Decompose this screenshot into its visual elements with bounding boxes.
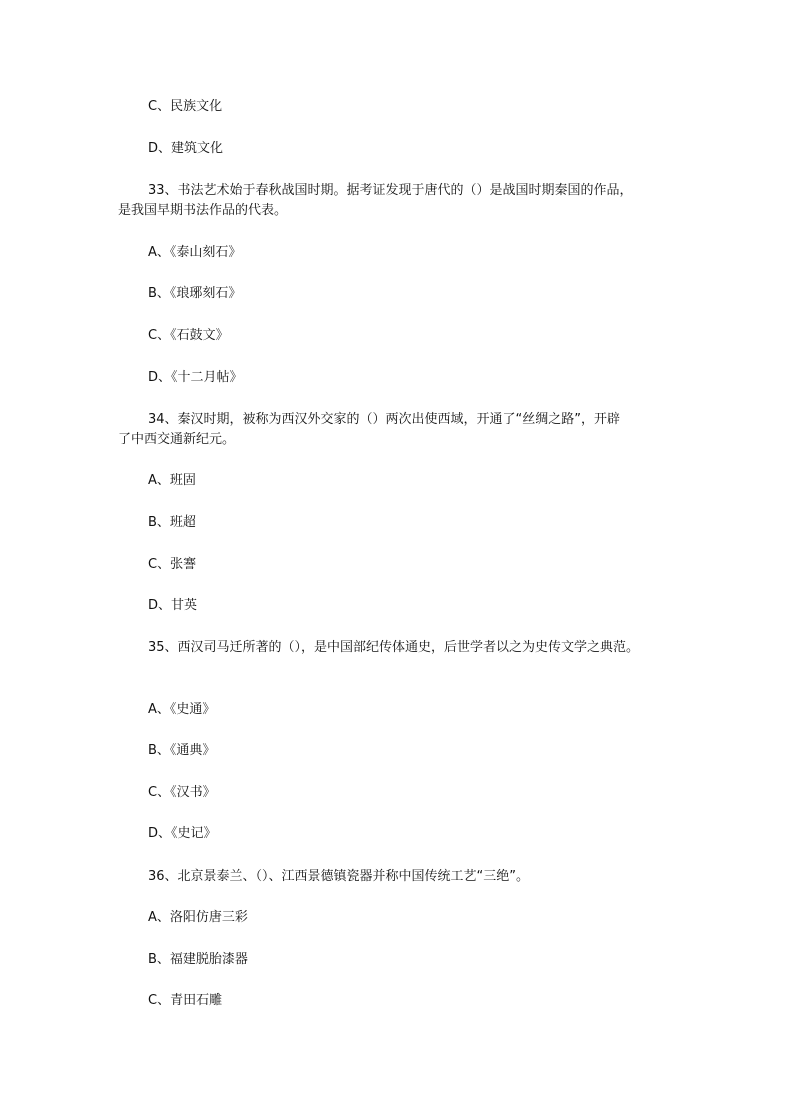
question-33-cont: 是我国早期书法作品的代表。 (118, 203, 288, 218)
option: D、《十二月帖》 (148, 370, 243, 385)
option: A、班固 (148, 473, 196, 488)
option: B、福建脱胎漆器 (148, 952, 248, 967)
question-34-cont: 了中西交通新纪元。 (118, 432, 236, 447)
option: C、张謇 (148, 557, 197, 572)
option: C、《汉书》 (148, 785, 216, 800)
option: A、洛阳仿唐三彩 (148, 910, 248, 925)
question-36: 36、北京景泰兰、（）、江西景德镇瓷器并称中国传统工艺“三绝”。 (148, 869, 530, 884)
option: B、班超 (148, 515, 196, 530)
option: D、《史记》 (148, 826, 217, 841)
option: C、青田石雕 (148, 993, 223, 1008)
option: A、《史通》 (148, 702, 216, 717)
option: B、《琅琊刻石》 (148, 286, 242, 301)
option: C、民族文化 (148, 99, 223, 114)
question-33: 33、书法艺术始于春秋战国时期。据考证发现于唐代的（）是战国时期秦国的作品， (148, 183, 633, 198)
option: D、建筑文化 (148, 141, 224, 156)
option: A、《泰山刻石》 (148, 245, 242, 260)
question-35: 35、西汉司马迁所著的（），是中国部纪传体通史，后世学者以之为史传文学之典范。 (148, 640, 640, 655)
question-34: 34、秦汉时期，被称为西汉外交家的（）两次出使西域，开通了“丝绸之路”，开辟 (148, 412, 621, 427)
option: D、甘英 (148, 598, 198, 613)
option: B、《通典》 (148, 743, 216, 758)
option: C、《石鼓文》 (148, 328, 229, 343)
